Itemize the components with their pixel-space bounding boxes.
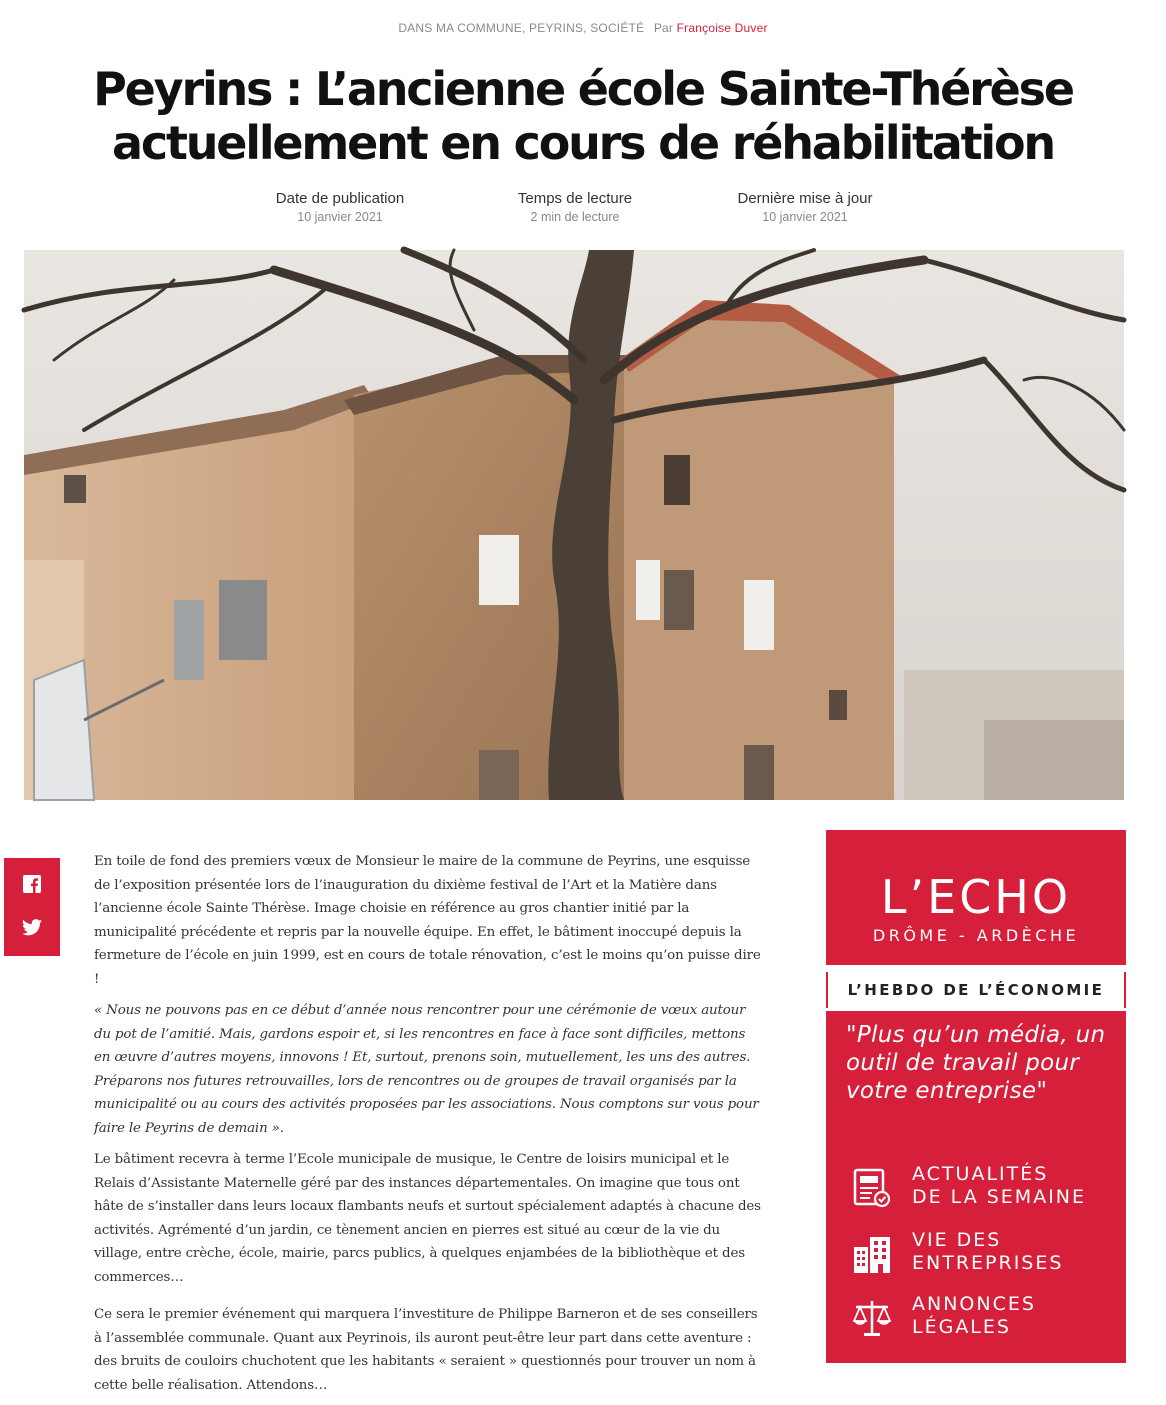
scales-icon [852,1297,896,1341]
ad-item-label [912,1229,1063,1275]
category-links[interactable]: DANS MA COMMUNE, PEYRINS, SOCIÉTÉ [398,21,645,35]
facebook-icon [23,875,41,898]
page-title: Peyrins : L’ancienne école Sainte-Thérèse actuellement en cours de réhabilitation [93,62,1073,170]
article-body [94,850,764,1405]
last-update [720,190,890,224]
lecho-logo: L’ECHO [880,870,1072,924]
article-quote: « Nous ne pouvons pas en ce début d’année nous rencontrer pour une cérémonie de vœux autour du pot de l’amitié. Mais, gardons espoir et, si les rencontres en face à face sont difficiles, mettons en œuvre d’autres moyens, innovons ! Et, surtout, prenons soin, mutuellement, les uns des autres. Préparons nos futures retrouvailles, lors de rencontres ou de groupes de travail organisés par la municipalité ou au cours des activités proposées par les associations. Nous comptons sur vous pour faire le Peyrins de demain ». [94,1003,759,1136]
ad-slogan: "Plus qu’un média, un outil de travail pour votre entreprise" [846,1022,1106,1104]
publication-date-value: 10 janvier 2021 [297,210,383,224]
ad-logo-box [826,830,1126,965]
ad-tagline: L’HEBDO DE L’ÉCONOMIE [826,972,1126,1008]
publication-date-label: Date de publication [275,190,405,207]
share-bar [4,858,60,956]
reading-time-label: Temps de lecture [517,190,633,207]
ad-item-annonces [852,1293,1112,1347]
ad-item-entreprises [852,1229,1112,1283]
ad-item-line: ACTUALITÉS [912,1163,1049,1185]
ad-item-line: DE LA SEMAINE [912,1186,1087,1208]
last-update-value: 10 janvier 2021 [762,210,848,224]
article-paragraph: Ce sera le premier événement qui marquera l’investiture de Philippe Barneron et de ses conseillers à l’assemblée communale. Quant aux Peyrinois, ils auront peut-être leur part dans cette aventure : des bruits de couloirs chuchotent que les habitants « seraient » questionnés pour trouver un nom à cette belle réalisation. Attendons… [94,1307,758,1393]
reading-time-value: 2 min de lecture [530,210,620,224]
article-paragraph: En toile de fond des premiers vœux de Monsieur le maire de la commune de Peyrins, une esquisse de l’exposition présentée lors de l’inauguration du dixième festival de l’Art et la Matière dans l’ancienne école Sainte Thérèse. Image choisie en référence au gros chantier initié par la municipalité précédente et repris par la nouvelle équipe. En effet, le bâtiment inoccupé depuis la fermeture de l’école en juin 1999, est en cours de totale rénovation, c’est le moins qu’on puisse dire ! [94,854,761,987]
twitter-share-button[interactable] [4,908,60,952]
reading-time [490,190,660,224]
ad-body [826,1011,1126,1363]
last-update-label: Dernière mise à jour [737,190,873,207]
article-infos [0,190,1166,230]
hero-image [24,250,1124,800]
facebook-share-button[interactable] [4,864,60,908]
ad-item-label [912,1163,1086,1209]
article-meta [0,21,1166,35]
buildings-icon [852,1233,896,1277]
ad-item-line: VIE DES [912,1229,1002,1251]
by-label: Par [653,21,674,35]
newspaper-icon [852,1167,896,1211]
ad-item-line: LÉGALES [912,1316,1011,1338]
article-paragraph: Le bâtiment recevra à terme l’Ecole municipale de musique, le Centre de loisirs municipal et le Relais d’Assistante Maternelle géré par des instances départementales. On imagine que tous ont hâte de s’installer dans leurs locaux flambants neufs et surtout spécialement adaptés à chacune des activités. Agrémenté d’un jardin, ce tènement ancien en pierres est situé au cœur de la vie du village, entre crèche, école, mairie, parcs publics, à quelques enjambées de la bibliothèque et des commerces… [94,1152,761,1285]
lecho-logo-subtitle: DRÔME - ARDÈCHE [872,926,1080,945]
ad-item-actualites [852,1163,1112,1217]
twitter-icon [22,919,42,941]
lecho-advertisement[interactable] [826,830,1126,1363]
school-building-photo [24,250,1124,800]
publication-date [255,190,425,224]
ad-item-line: ENTREPRISES [912,1252,1064,1274]
ad-item-label [912,1293,1036,1339]
ad-item-line: ANNONCES [912,1293,1036,1315]
author-link[interactable]: Françoise Duver [676,21,768,35]
